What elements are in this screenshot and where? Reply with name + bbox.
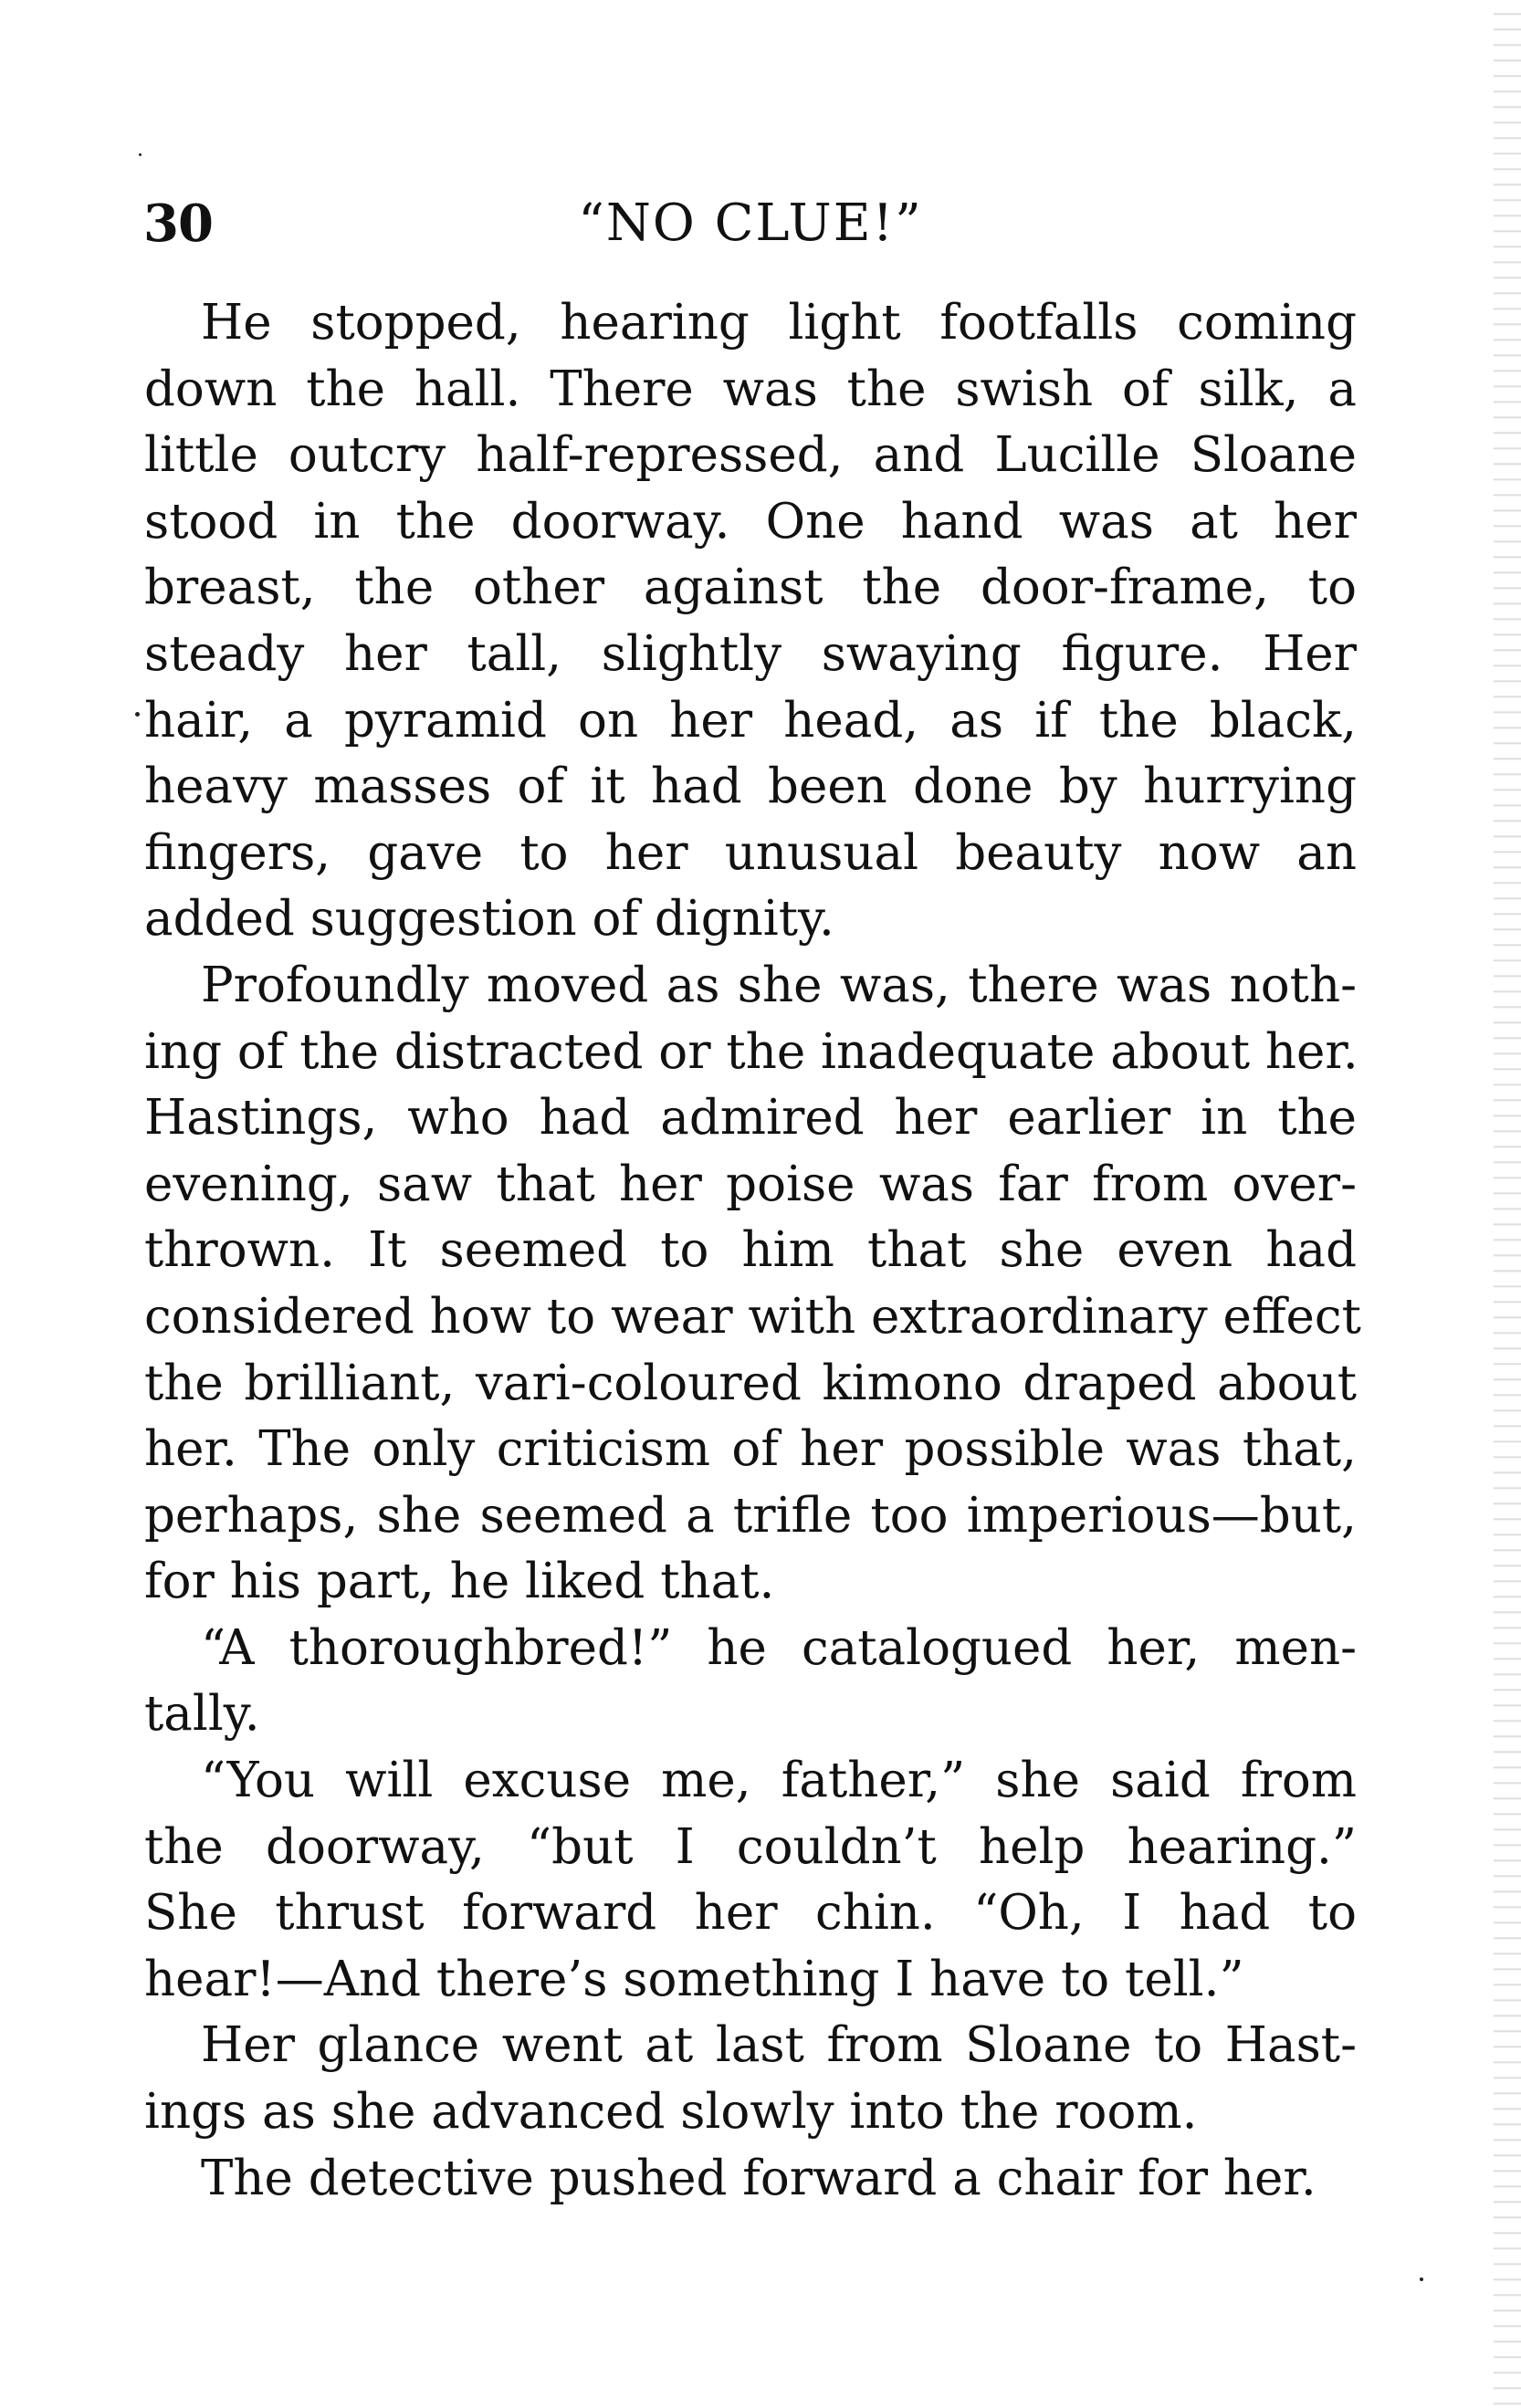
text-line: thrown. It seemed to him that she even had xyxy=(144,1222,1357,1279)
text-line: hear!—And there’s something I have to tell.” xyxy=(144,1951,1244,2007)
text-line: breast, the other against the door-frame, to xyxy=(144,560,1357,616)
scanned-page-edge xyxy=(1494,0,1521,2408)
paragraph xyxy=(144,1748,1357,2013)
paragraph xyxy=(144,953,1361,1616)
text-line: fingers, gave to her unusual beauty now an xyxy=(144,824,1357,881)
page-header xyxy=(143,187,1358,260)
text-line: added suggestion of dignity. xyxy=(144,891,834,947)
text-line: Hastings, who had admired her earlier in the xyxy=(144,1090,1357,1146)
text-line: ing of the distracted or the inadequate about her. xyxy=(144,1023,1358,1080)
text-line: steady her tall, slightly swaying figure. Her xyxy=(144,625,1357,682)
text-line: for his part, he liked that. xyxy=(144,1554,775,1610)
paragraph xyxy=(144,1616,1357,1748)
text-line: little outcry half-repressed, and Lucille Sloane xyxy=(144,427,1357,484)
text-line: Profoundly moved as she was, there was noth- xyxy=(201,957,1357,1013)
paragraph xyxy=(144,2146,1357,2213)
text-line: “A thoroughbred!” he catalogued her, men- xyxy=(201,1619,1357,1676)
paragraph xyxy=(144,290,1357,953)
text-line: the brilliant, vari-coloured kimono draped about xyxy=(144,1355,1357,1411)
text-line: the doorway, “but I couldn’t help hearing.” xyxy=(144,1818,1357,1875)
text-line: hair, a pyramid on her head, as if the black, xyxy=(144,692,1357,749)
text-line: She thrust forward her chin. “Oh, I had to xyxy=(144,1885,1357,1942)
text-line: “You will excuse me, father,” she said from xyxy=(201,1753,1357,1809)
text-line: perhaps, she seemed a trifle too imperious—but, xyxy=(144,1487,1357,1544)
text-line: Her glance went at last from Sloane to Hast- xyxy=(201,2017,1357,2074)
print-speck xyxy=(139,153,142,156)
text-line: her. The only criticism of her possible was that, xyxy=(144,1421,1357,1478)
text-line: The detective pushed forward a chair for her. xyxy=(201,2150,1316,2206)
page-number: 30 xyxy=(143,194,213,254)
text-line: stood in the doorway. One hand was at her xyxy=(144,493,1357,550)
text-line: evening, saw that her poise was far from over- xyxy=(144,1156,1357,1212)
print-speck xyxy=(1420,2277,1423,2281)
text-line: considered how to wear with extraordinary effect xyxy=(144,1288,1361,1345)
text-line: ings as she advanced slowly into the room. xyxy=(144,2084,1198,2141)
paragraph xyxy=(144,2013,1357,2145)
text-line: down the hall. There was the swish of silk, a xyxy=(144,361,1357,417)
text-line: tally. xyxy=(144,1686,260,1743)
text-line: He stopped, hearing light footfalls coming xyxy=(201,295,1357,351)
text-line: heavy masses of it had been done by hurrying xyxy=(144,759,1357,815)
running-title: “NO CLUE!” xyxy=(578,194,923,253)
print-speck xyxy=(135,712,140,717)
body-text xyxy=(144,290,1361,2212)
